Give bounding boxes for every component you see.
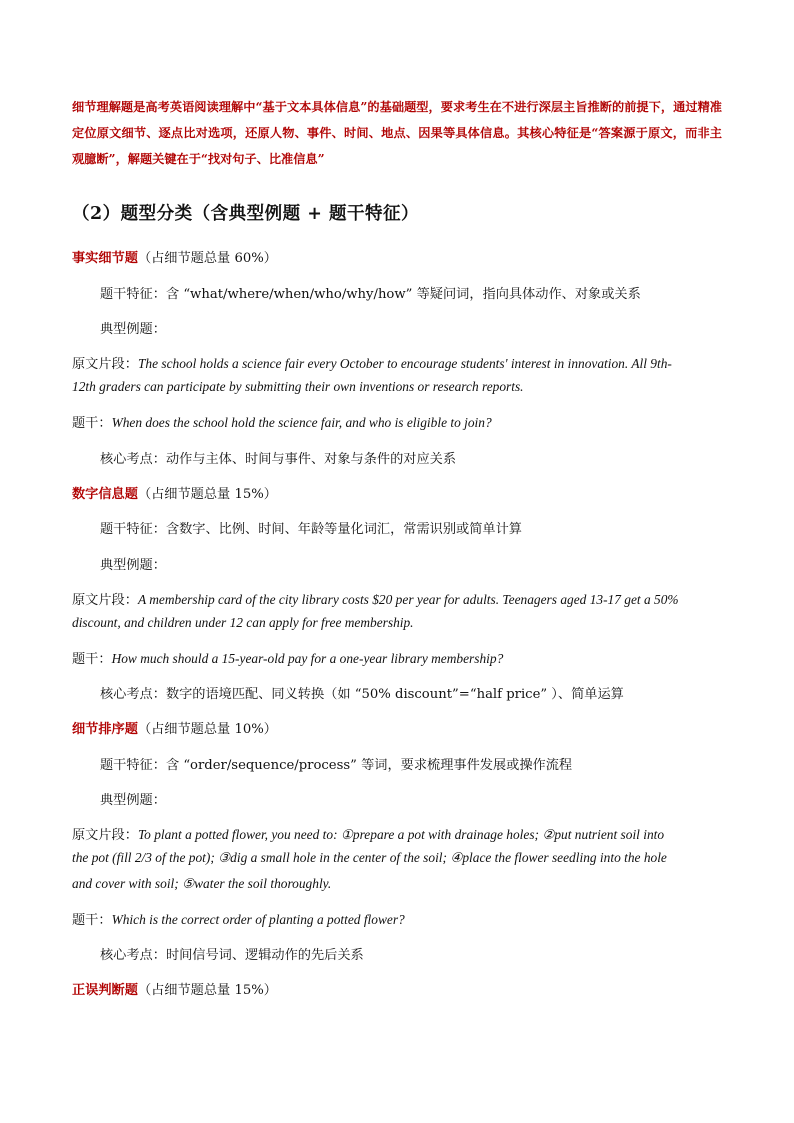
stem-text: How much should a 15-year-old pay for a one-year library membership? — [111, 651, 504, 666]
passage-text: discount, and children under 12 can apply for free membership. — [72, 615, 414, 630]
example-label: 典型例题： — [100, 558, 166, 573]
feature-line — [100, 283, 641, 302]
core-line — [100, 448, 456, 467]
core-line — [100, 944, 364, 963]
feature-text: 含 “order/sequence/process” 等词，要求梳理事件发展或操作流程 — [165, 758, 573, 773]
example-label: 典型例题： — [100, 322, 166, 337]
passage-line — [72, 824, 664, 843]
core-label: 核心考点： — [100, 687, 166, 702]
core-line — [100, 683, 624, 702]
feature-label: 题干特征： — [100, 758, 166, 773]
stem-text: Which is the correct order of planting a potted flower? — [111, 912, 405, 927]
feature-label: 题干特征： — [100, 287, 166, 302]
category-share: （占细节题总量 10%） — [137, 722, 277, 737]
feature-line — [100, 518, 522, 537]
passage-text: the pot (fill 2/3 of the pot); ③dig a small hole in the center of the soil; ④place the flower seedling into the hole — [72, 850, 667, 865]
core-label: 核心考点： — [100, 452, 166, 467]
category-name: 细节排序题 — [72, 722, 138, 737]
stem-line — [72, 909, 405, 928]
passage-text: A membership card of the city library costs $20 per year for adults. Teenagers aged 13-17 get a 50% — [137, 592, 679, 607]
stem-text: When does the school hold the science fair, and who is eligible to join? — [111, 415, 492, 430]
core-text: 动作与主体、时间与事件、对象与条件的对应关系 — [165, 452, 457, 467]
passage-text: 12th graders can participate by submitting their own inventions or research reports. — [72, 379, 524, 394]
feature-text: 含 “what/where/when/who/why/how” 等疑问词，指向具体动作、对象或关系 — [165, 287, 641, 302]
category-name: 数字信息题 — [72, 487, 138, 502]
passage-text: and cover with soil; ⑤water the soil thoroughly. — [72, 876, 332, 891]
category-heading — [72, 979, 277, 998]
category-name: 事实细节题 — [72, 251, 138, 266]
core-text: 时间信号词、逻辑动作的先后关系 — [165, 948, 364, 963]
core-label: 核心考点： — [100, 948, 166, 963]
stem-line — [72, 412, 492, 431]
passage-text: To plant a potted flower, you need to: ①prepare a pot with drainage holes; ②put nutrient soil into — [137, 827, 665, 842]
feature-line — [100, 754, 572, 773]
category-share: （占细节题总量 15%） — [137, 983, 277, 998]
stem-label: 题干： — [72, 416, 112, 431]
category-heading — [72, 247, 277, 266]
category-share: （占细节题总量 15%） — [137, 487, 277, 502]
stem-label: 题干： — [72, 913, 112, 928]
passage-label: 原文片段： — [72, 593, 138, 608]
category-name: 正误判断题 — [72, 983, 138, 998]
feature-label: 题干特征： — [100, 522, 166, 537]
passage-line — [72, 353, 672, 372]
category-heading — [72, 718, 277, 737]
passage-label: 原文片段： — [72, 828, 138, 843]
example-label: 典型例题： — [100, 793, 166, 808]
core-text: 数字的语境匹配、同义转换（如 “50% discount”=“half price” ）、简单运算 — [165, 687, 624, 702]
stem-label: 题干： — [72, 652, 112, 667]
passage-text: The school holds a science fair every October to encourage students' interest in innovation. All 9th- — [137, 356, 672, 371]
passage-line — [72, 589, 679, 608]
passage-label: 原文片段： — [72, 357, 138, 372]
stem-line — [72, 648, 503, 667]
intro-paragraph: 细节理解题是高考英语阅读理解中“基于文本具体信息”的基础题型，要求考生在不进行深层主旨推断的前提下，通过精准定位原文细节、逐点比对选项，还原人物、事件、时间、地点、因果等具体信息。其核心特征是“答案源于原文，而非主观臆断”，解题关键在于“找对句子、比准信息” — [72, 100, 722, 166]
category-share: （占细节题总量 60%） — [137, 251, 277, 266]
feature-text: 含数字、比例、时间、年龄等量化词汇，常需识别或简单计算 — [165, 522, 522, 537]
section-title: （2）题型分类（含典型例题 + 题干特征） — [72, 204, 420, 224]
category-heading — [72, 483, 277, 502]
